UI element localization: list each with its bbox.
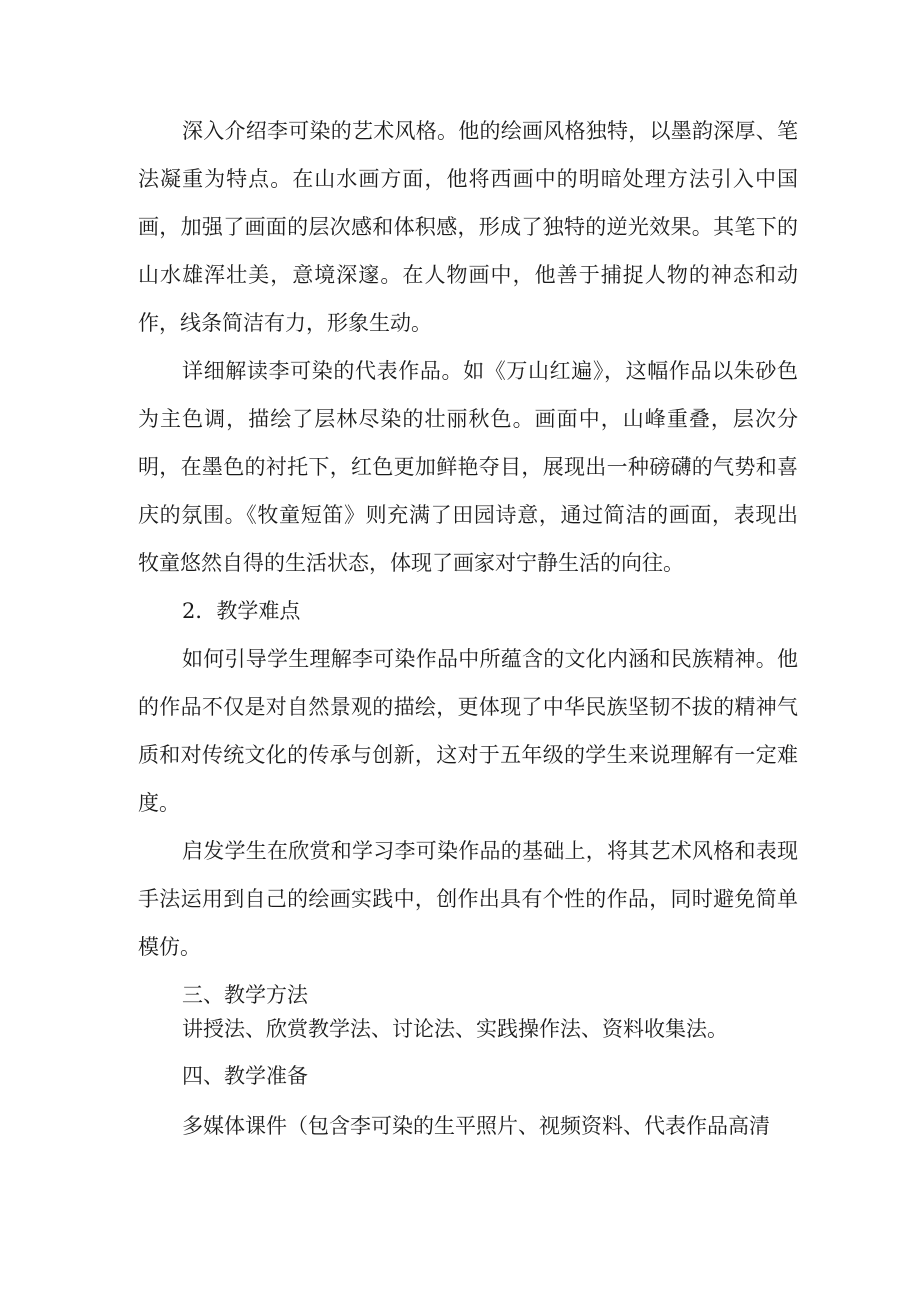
document-body — [138, 107, 798, 1150]
representative-works-paragraph: 详细解读李可染的代表作品。如《万山红遍》，这幅作品以朱砂色为主色调，描绘了层林尽染的壮丽秋色。画面中，山峰重叠，层次分明，在墨色的衬托下，红色更加鲜艳夺目，展现出一种磅礴的气势和喜庆的氛围。《牧童短笛》则充满了田园诗意，通过简洁的画面，表现出牧童悠然自得的生活状态，体现了画家对宁静生活的向往。 — [138, 359, 798, 575]
section-heading-preparation: 四、教学准备 — [182, 1064, 308, 1088]
section-heading-difficulty: 2．教学难点 — [182, 599, 301, 623]
preparation-paragraph: 多媒体课件（包含李可染的生平照片、视频资料、代表作品高清 — [182, 1114, 770, 1138]
difficulty-paragraph-practice: 启发学生在欣赏和学习李可染作品的基础上，将其艺术风格和表现手法运用到自己的绘画实践中，创作出具有个性的作品，同时避免简单模仿。 — [138, 839, 798, 959]
art-style-paragraph: 深入介绍李可染的艺术风格。他的绘画风格独特，以墨韵深厚、笔法凝重为特点。在山水画方面，他将西画中的明暗处理方法引入中国画，加强了画面的层次感和体积感，形成了独特的逆光效果。其笔下的山水雄浑壮美，意境深邃。在人物画中，他善于捕捉人物的神态和动作，线条简洁有力，形象生动。 — [138, 119, 798, 335]
section-heading-methods: 三、教学方法 — [182, 983, 308, 1007]
methods-text: 讲授法、欣赏教学法、讨论法、实践操作法、资料收集法。 — [182, 1017, 728, 1041]
difficulty-paragraph-culture: 如何引导学生理解李可染作品中所蕴含的文化内涵和民族精神。他的作品不仅是对自然景观的描绘，更体现了中华民族坚韧不拔的精神气质和对传统文化的传承与创新，这对于五年级的学生来说理解有一定难度。 — [138, 647, 798, 815]
